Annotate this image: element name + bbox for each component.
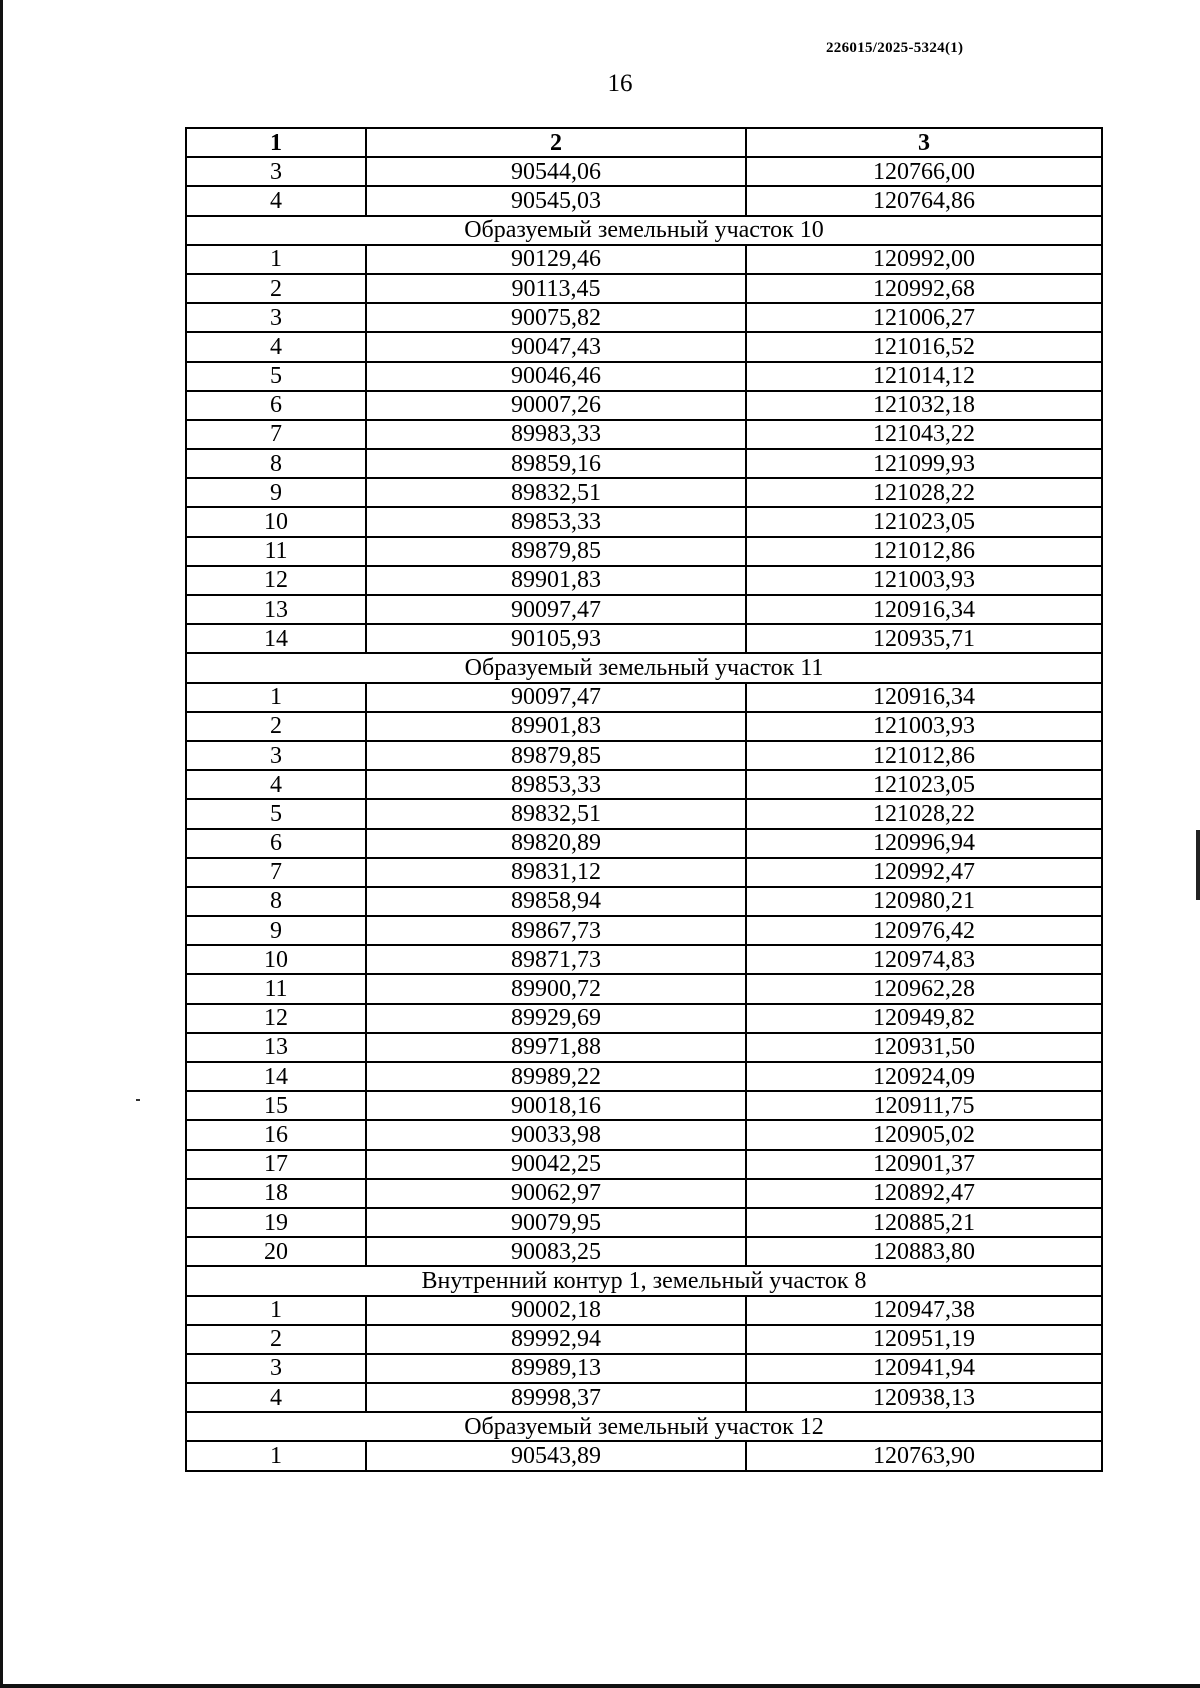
scan-bottom-edge: [0, 1684, 1200, 1688]
table-row: [186, 1004, 1102, 1033]
coordinate-x: 89989,13: [366, 1354, 746, 1383]
coordinate-y: 120947,38: [746, 1296, 1102, 1325]
coordinate-x: 89871,73: [366, 945, 746, 974]
coordinate-x: 90046,46: [366, 362, 746, 391]
coordinate-y: 121023,05: [746, 770, 1102, 799]
coordinate-y: 120764,86: [746, 186, 1102, 215]
coordinate-y: 120974,83: [746, 945, 1102, 974]
coordinate-x: 90097,47: [366, 595, 746, 624]
table-row: [186, 799, 1102, 828]
table-row: [186, 595, 1102, 624]
coordinate-y: 120901,37: [746, 1150, 1102, 1179]
coordinate-x: 90042,25: [366, 1150, 746, 1179]
section-title-row: [186, 1412, 1102, 1441]
table-row: [186, 566, 1102, 595]
coordinate-y: 120996,94: [746, 829, 1102, 858]
point-number: 3: [186, 741, 366, 770]
point-number: 9: [186, 916, 366, 945]
coordinate-y: 120905,02: [746, 1120, 1102, 1149]
coordinate-x: 90002,18: [366, 1296, 746, 1325]
coordinate-y: 121016,52: [746, 332, 1102, 361]
point-number: 10: [186, 945, 366, 974]
coordinate-x: 89832,51: [366, 799, 746, 828]
coordinate-x: 89831,12: [366, 858, 746, 887]
coordinate-x: 89879,85: [366, 537, 746, 566]
table-row: [186, 1179, 1102, 1208]
coordinate-x: 89879,85: [366, 741, 746, 770]
coordinate-x: 89853,33: [366, 507, 746, 536]
table-row: [186, 1325, 1102, 1354]
coordinate-x: 89998,37: [366, 1383, 746, 1412]
section-title: Образуемый земельный участок 12: [186, 1412, 1102, 1441]
point-number: 11: [186, 974, 366, 1003]
coordinate-y: 120992,00: [746, 245, 1102, 274]
point-number: 6: [186, 829, 366, 858]
coordinates-table: [185, 127, 1103, 1472]
point-number: 4: [186, 1383, 366, 1412]
table-row: [186, 420, 1102, 449]
point-number: 4: [186, 186, 366, 215]
coordinate-y: 121014,12: [746, 362, 1102, 391]
coordinate-y: 121006,27: [746, 303, 1102, 332]
coordinate-y: 120885,21: [746, 1208, 1102, 1237]
point-number: 3: [186, 1354, 366, 1383]
table-row: [186, 1296, 1102, 1325]
point-number: 7: [186, 420, 366, 449]
scan-left-edge: [0, 0, 3, 1688]
coordinate-x: 90047,43: [366, 332, 746, 361]
point-number: 7: [186, 858, 366, 887]
coordinate-y: 121012,86: [746, 741, 1102, 770]
coordinate-y: 120931,50: [746, 1033, 1102, 1062]
coordinate-x: 89992,94: [366, 1325, 746, 1354]
coordinate-y: 121043,22: [746, 420, 1102, 449]
table-row: [186, 245, 1102, 274]
coordinate-y: 120763,90: [746, 1441, 1102, 1470]
section-title-row: [186, 1266, 1102, 1295]
table-row: [186, 1150, 1102, 1179]
coordinate-y: 120938,13: [746, 1383, 1102, 1412]
section-title: Образуемый земельный участок 11: [186, 653, 1102, 682]
coordinate-y: 120951,19: [746, 1325, 1102, 1354]
coordinate-x: 90007,26: [366, 391, 746, 420]
coordinate-x: 90129,46: [366, 245, 746, 274]
table-row: [186, 829, 1102, 858]
coordinate-y: 121003,93: [746, 566, 1102, 595]
table-row: [186, 624, 1102, 653]
section-title: Образуемый земельный участок 10: [186, 216, 1102, 245]
scan-right-mark: [1196, 830, 1200, 900]
point-number: 9: [186, 478, 366, 507]
table-row: [186, 391, 1102, 420]
coordinate-x: 89929,69: [366, 1004, 746, 1033]
column-header: 1: [186, 128, 366, 157]
coordinate-y: 121003,93: [746, 712, 1102, 741]
point-number: 13: [186, 595, 366, 624]
scan-speck: [136, 1099, 140, 1101]
coordinate-y: 121028,22: [746, 799, 1102, 828]
coordinate-x: 89901,83: [366, 712, 746, 741]
table-row: [186, 712, 1102, 741]
point-number: 6: [186, 391, 366, 420]
coordinate-x: 89858,94: [366, 887, 746, 916]
table-row: [186, 1033, 1102, 1062]
table-row: [186, 1441, 1102, 1470]
point-number: 2: [186, 712, 366, 741]
coordinate-y: 121023,05: [746, 507, 1102, 536]
point-number: 12: [186, 566, 366, 595]
coordinate-y: 120992,47: [746, 858, 1102, 887]
coordinate-x: 90097,47: [366, 683, 746, 712]
coordinate-y: 120883,80: [746, 1237, 1102, 1266]
coordinate-x: 90075,82: [366, 303, 746, 332]
coordinate-x: 89832,51: [366, 478, 746, 507]
point-number: 11: [186, 537, 366, 566]
coordinate-x: 89853,33: [366, 770, 746, 799]
point-number: 2: [186, 274, 366, 303]
point-number: 3: [186, 303, 366, 332]
coordinate-x: 90543,89: [366, 1441, 746, 1470]
table-row: [186, 449, 1102, 478]
coordinate-x: 90113,45: [366, 274, 746, 303]
coordinate-y: 121012,86: [746, 537, 1102, 566]
table-row: [186, 1237, 1102, 1266]
point-number: 1: [186, 1441, 366, 1470]
coordinate-x: 89820,89: [366, 829, 746, 858]
coordinate-x: 90018,16: [366, 1091, 746, 1120]
point-number: 12: [186, 1004, 366, 1033]
point-number: 1: [186, 1296, 366, 1325]
point-number: 4: [186, 770, 366, 799]
table-row: [186, 858, 1102, 887]
coordinate-x: 90079,95: [366, 1208, 746, 1237]
coordinate-x: 89989,22: [366, 1062, 746, 1091]
coordinate-x: 90083,25: [366, 1237, 746, 1266]
table-row: [186, 478, 1102, 507]
table-row: [186, 186, 1102, 215]
coordinate-y: 120924,09: [746, 1062, 1102, 1091]
table-row: [186, 1383, 1102, 1412]
coordinate-x: 89859,16: [366, 449, 746, 478]
table-row: [186, 1091, 1102, 1120]
table-row: [186, 770, 1102, 799]
coordinate-y: 120949,82: [746, 1004, 1102, 1033]
point-number: 14: [186, 1062, 366, 1091]
point-number: 4: [186, 332, 366, 361]
coordinate-x: 90033,98: [366, 1120, 746, 1149]
point-number: 2: [186, 1325, 366, 1354]
coordinates-table-body: [186, 157, 1102, 1470]
point-number: 14: [186, 624, 366, 653]
coordinate-y: 121028,22: [746, 478, 1102, 507]
table-row: [186, 157, 1102, 186]
column-header: 2: [366, 128, 746, 157]
point-number: 5: [186, 799, 366, 828]
coordinate-y: 120911,75: [746, 1091, 1102, 1120]
point-number: 15: [186, 1091, 366, 1120]
table-row: [186, 887, 1102, 916]
column-header: 3: [746, 128, 1102, 157]
table-row: [186, 683, 1102, 712]
point-number: 16: [186, 1120, 366, 1149]
coordinate-x: 90062,97: [366, 1179, 746, 1208]
table-row: [186, 1354, 1102, 1383]
section-title-row: [186, 653, 1102, 682]
table-row: [186, 537, 1102, 566]
table-row: [186, 274, 1102, 303]
point-number: 17: [186, 1150, 366, 1179]
table-row: [186, 507, 1102, 536]
section-title: Внутренний контур 1, земельный участок 8: [186, 1266, 1102, 1295]
table-row: [186, 362, 1102, 391]
coordinate-x: 89900,72: [366, 974, 746, 1003]
table-row: [186, 303, 1102, 332]
point-number: 20: [186, 1237, 366, 1266]
coordinate-x: 89901,83: [366, 566, 746, 595]
point-number: 13: [186, 1033, 366, 1062]
coordinate-y: 121099,93: [746, 449, 1102, 478]
table-row: [186, 1120, 1102, 1149]
coordinate-x: 89983,33: [366, 420, 746, 449]
table-row: [186, 945, 1102, 974]
coordinate-y: 120916,34: [746, 595, 1102, 624]
section-title-row: [186, 216, 1102, 245]
point-number: 1: [186, 245, 366, 274]
point-number: 3: [186, 157, 366, 186]
coordinate-y: 120992,68: [746, 274, 1102, 303]
point-number: 1: [186, 683, 366, 712]
coordinate-x: 90544,06: [366, 157, 746, 186]
table-row: [186, 1208, 1102, 1237]
coordinate-y: 121032,18: [746, 391, 1102, 420]
point-number: 8: [186, 449, 366, 478]
point-number: 18: [186, 1179, 366, 1208]
point-number: 19: [186, 1208, 366, 1237]
table-row: [186, 916, 1102, 945]
page-number: 16: [607, 70, 633, 97]
coordinate-y: 120962,28: [746, 974, 1102, 1003]
coordinate-x: 89971,88: [366, 1033, 746, 1062]
coordinate-y: 120892,47: [746, 1179, 1102, 1208]
point-number: 5: [186, 362, 366, 391]
coordinate-y: 120766,00: [746, 157, 1102, 186]
coordinate-y: 120935,71: [746, 624, 1102, 653]
point-number: 10: [186, 507, 366, 536]
coordinate-y: 120980,21: [746, 887, 1102, 916]
coordinate-y: 120916,34: [746, 683, 1102, 712]
table-row: [186, 332, 1102, 361]
document-code: 226015/2025-5324(1): [826, 40, 964, 56]
coordinate-x: 89867,73: [366, 916, 746, 945]
point-number: 8: [186, 887, 366, 916]
coordinate-y: 120976,42: [746, 916, 1102, 945]
coordinate-x: 90545,03: [366, 186, 746, 215]
table-row: [186, 741, 1102, 770]
table-row: [186, 974, 1102, 1003]
table-row: [186, 1062, 1102, 1091]
coordinate-y: 120941,94: [746, 1354, 1102, 1383]
coordinate-x: 90105,93: [366, 624, 746, 653]
table-header-row: [186, 128, 1102, 157]
